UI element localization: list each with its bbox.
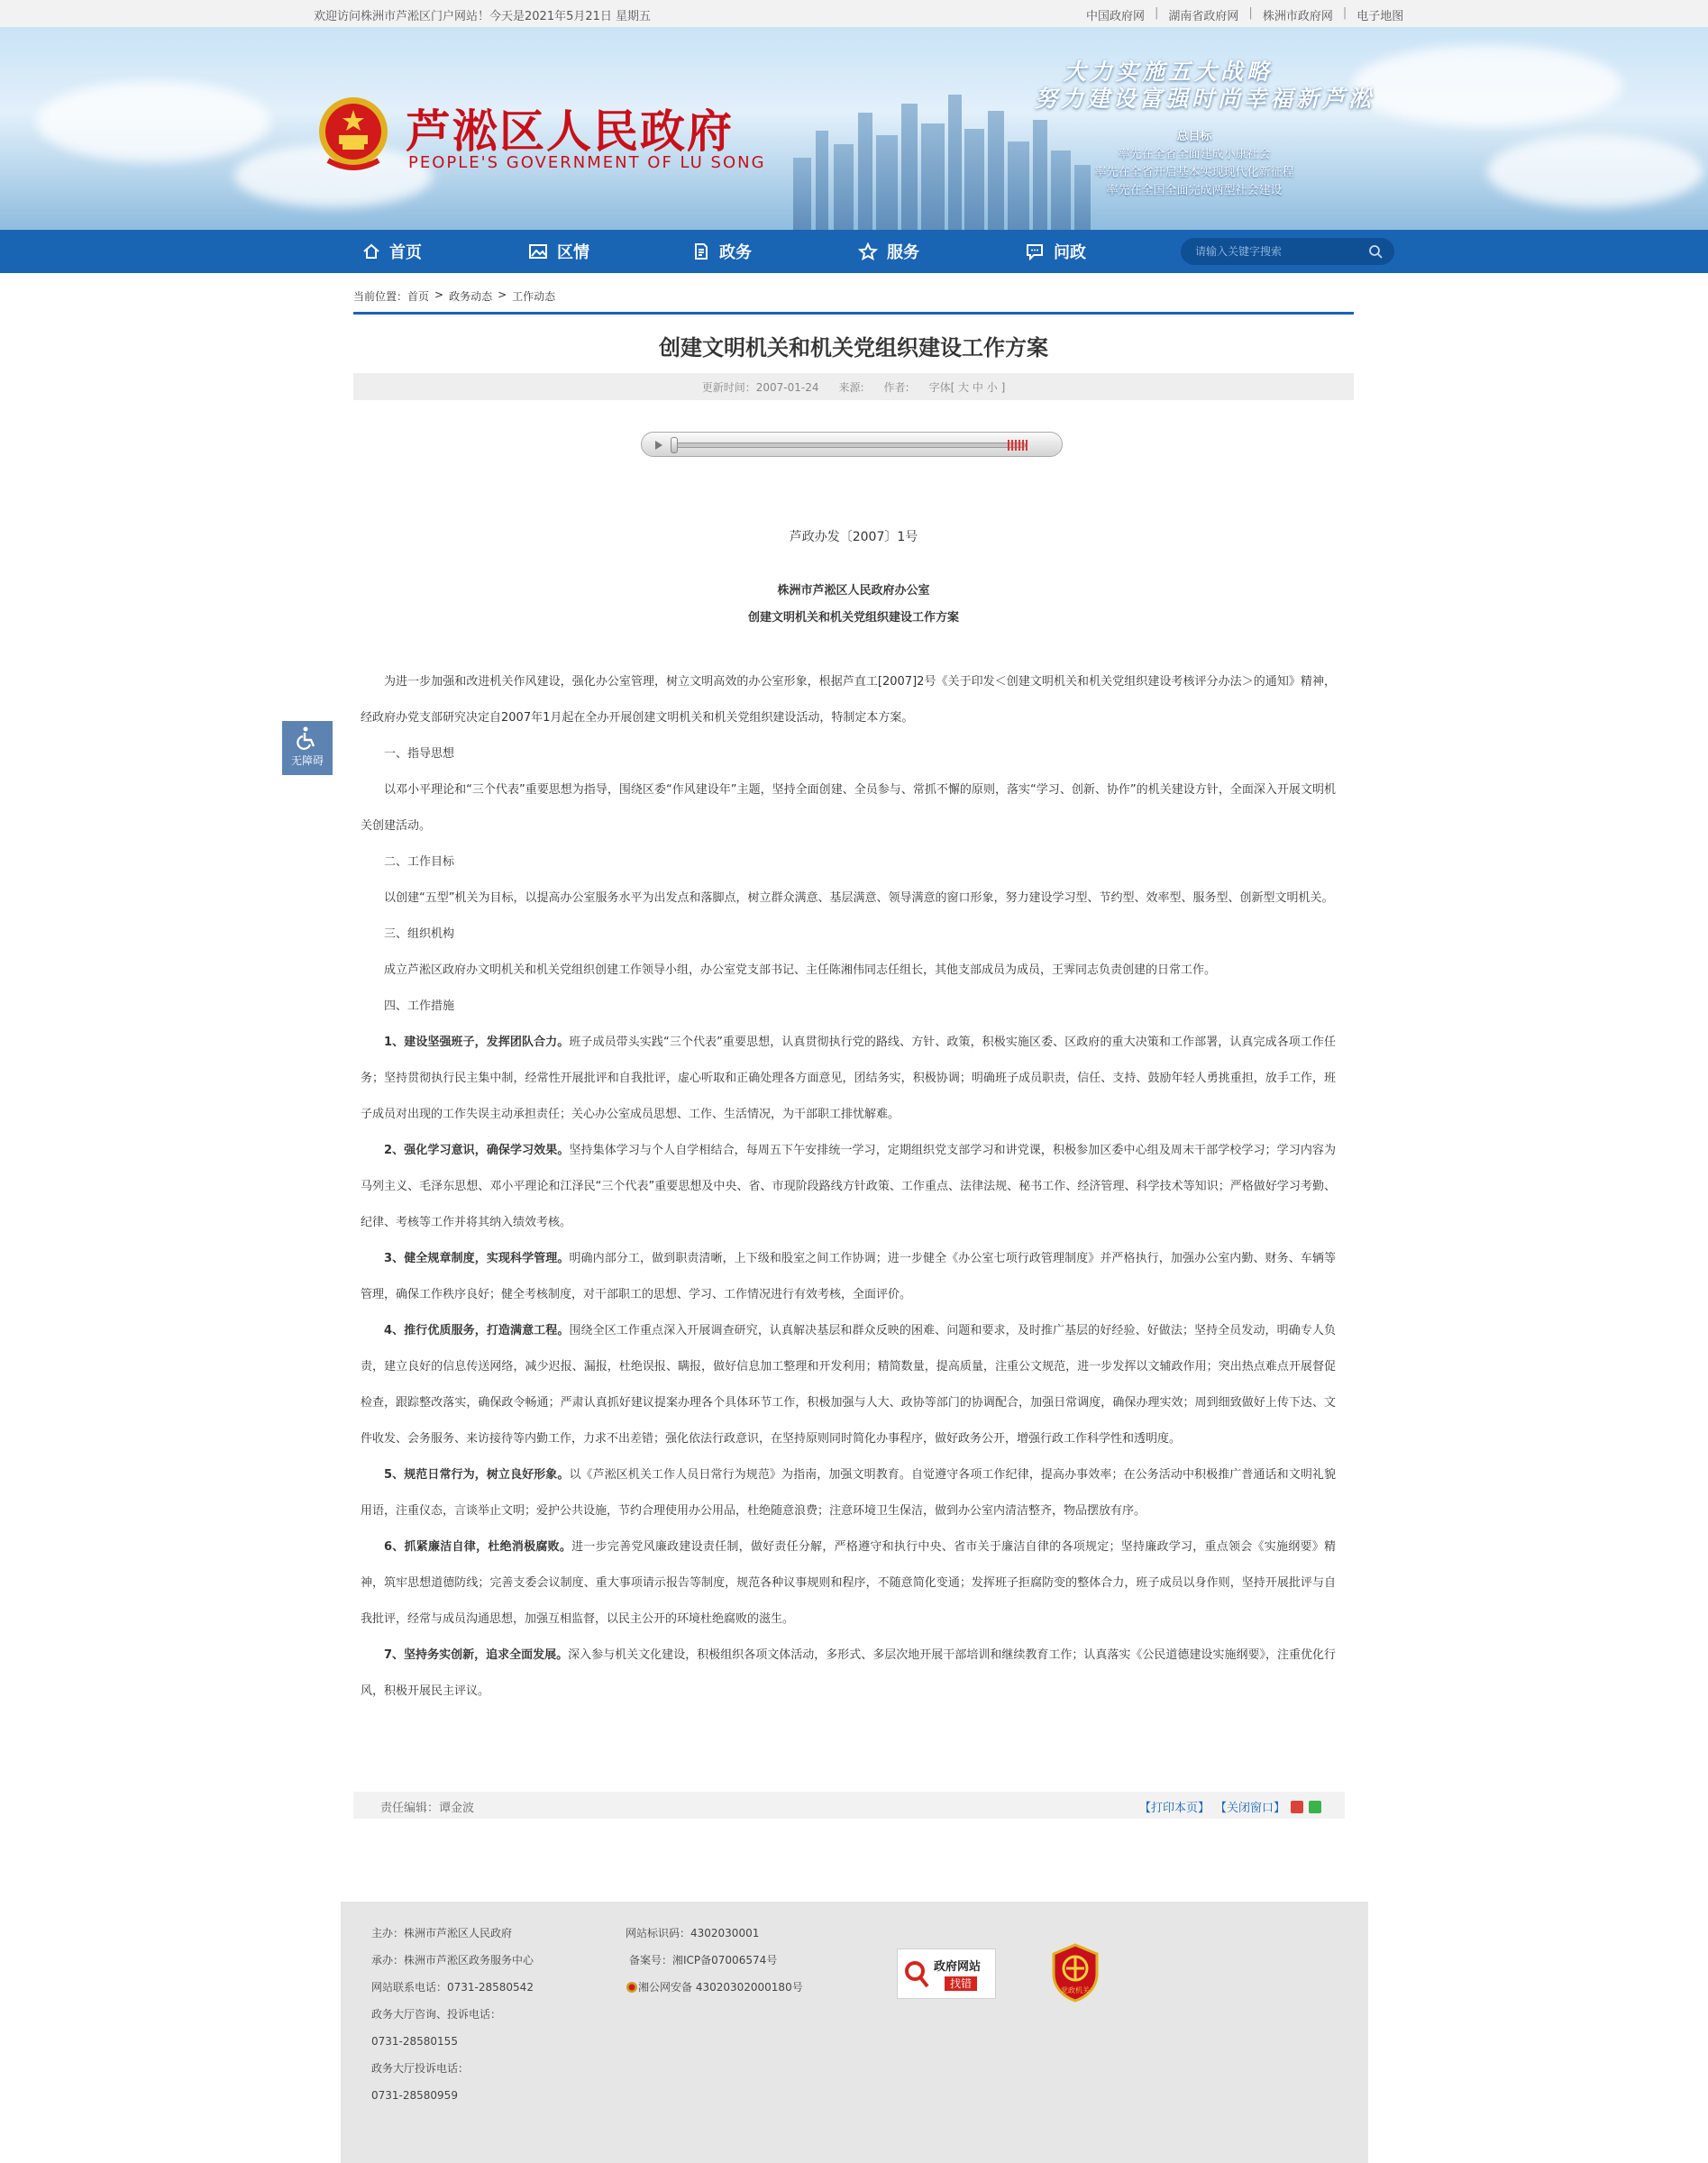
site-title[interactable]: 芦淞区人民政府 bbox=[406, 105, 734, 158]
national-emblem-icon bbox=[315, 92, 391, 175]
close-window-link[interactable]: 【关闭窗口】 bbox=[1214, 1802, 1285, 1815]
nav-government-affairs[interactable] bbox=[692, 230, 752, 273]
slogan-line-1: 大力实施五大战略 bbox=[1064, 59, 1274, 85]
badge-title: 政府网站 bbox=[934, 1960, 982, 1974]
measure-heading: 1、建设坚强班子，发挥团队合力。 bbox=[384, 1036, 570, 1049]
plan-title: 创建文明机关和机关党组织建设工作方案 bbox=[747, 611, 959, 625]
font-size-large[interactable]: 大 bbox=[958, 380, 970, 394]
accessibility-button[interactable] bbox=[282, 721, 333, 775]
article-meta-bar bbox=[353, 373, 1354, 400]
welcome-text: 欢迎访问株洲市芦淞区门户网站！今天是2021年5月21日 星期五 bbox=[314, 10, 652, 23]
section-heading bbox=[361, 844, 1336, 881]
party-organ-badge-text: 党政机关 bbox=[1061, 1986, 1090, 1994]
goal-item: 率先在全国全面完成两型社会建设 bbox=[1106, 184, 1283, 197]
city-skyline bbox=[834, 144, 854, 230]
link-e-map[interactable]: 电子地图 bbox=[1356, 10, 1404, 23]
footer-organizer: 承办：株洲市芦淞区政务服务中心 bbox=[371, 1954, 534, 1967]
site-subtitle: PEOPLE'S GOVERNMENT OF LU SONG bbox=[408, 153, 766, 172]
measure-heading: 6、抓紧廉洁自律，杜绝消极腐败。 bbox=[384, 1540, 572, 1554]
paragraph bbox=[361, 953, 1336, 989]
section-heading-text: 三、组织机构 bbox=[384, 927, 455, 941]
image-icon bbox=[528, 242, 548, 260]
goals-heading: 总目标 bbox=[1176, 130, 1212, 143]
city-skyline bbox=[858, 113, 872, 230]
city-skyline bbox=[901, 104, 918, 230]
link-separator: | bbox=[1155, 6, 1159, 20]
breadcrumb-label: 当前位置： bbox=[353, 290, 408, 303]
link-zhuzhou-gov[interactable]: 株洲市政府网 bbox=[1262, 10, 1333, 23]
city-skyline bbox=[816, 131, 828, 230]
document-icon bbox=[692, 242, 710, 260]
link-hunan-gov[interactable]: 湖南省政府网 bbox=[1168, 10, 1239, 23]
link-china-gov[interactable]: 中国政府网 bbox=[1086, 10, 1146, 23]
paragraph bbox=[361, 881, 1336, 917]
font-size-control bbox=[929, 379, 1006, 395]
top-bar bbox=[0, 0, 1708, 27]
footer-complaint-label: 政务大厅投诉电话： bbox=[371, 2062, 470, 2075]
goal-item: 率先在全省开启基本实现现代化新征程 bbox=[1094, 166, 1294, 179]
cloud-decoration bbox=[36, 81, 270, 162]
search-box bbox=[1181, 238, 1394, 265]
section-heading bbox=[361, 917, 1336, 953]
update-time bbox=[702, 379, 819, 395]
issuing-office: 株洲市芦淞区人民政府办公室 bbox=[777, 584, 930, 598]
measure-paragraph bbox=[361, 1241, 1336, 1313]
top-links bbox=[1086, 6, 1403, 23]
party-organ-badge-icon[interactable] bbox=[1050, 1943, 1101, 2003]
police-badge-icon bbox=[626, 1981, 638, 1994]
paragraph-text: 进一步完善党风廉政建设责任制，做好责任分解，严格遵守和执行中央、省市关于廉洁自律的各项规定；坚持廉政学习，重点领会《实施纲要》精神，筑牢思想道德防线；完善支委会议制度、重大事项请示报告等制度，规范各种议事规则和程序，不随意简化变通；发挥班子拒腐防变的整体合力，班子成员以身作则，坚持开展批评与自我批评，经常与成员沟通思想，加强互相监督，以民主公开的环境杜绝腐败的滋生。 bbox=[361, 1540, 1336, 1626]
audio-player bbox=[641, 432, 1063, 457]
breadcrumb-divider bbox=[353, 312, 1354, 315]
footer-info bbox=[371, 1920, 534, 2109]
measure-heading: 5、规范日常行为，树立良好形象。 bbox=[384, 1468, 570, 1482]
paragraph-text: 明确内部分工，做到职责清晰，上下级和股室之间工作协调；进一步健全《办公室七项行政管理制度》并严格执行，加强办公室内勤、财务、车辆等管理，确保工作秩序良好；健全考核制度，对干部职工的思想、学习、工作情况进行有效考核，全面评价。 bbox=[361, 1252, 1336, 1301]
breadcrumb-work-news[interactable]: 工作动态 bbox=[512, 290, 556, 303]
breadcrumb-home[interactable]: 首页 bbox=[407, 290, 430, 303]
cloud-decoration bbox=[1487, 135, 1703, 207]
nav-district-info[interactable] bbox=[528, 230, 589, 273]
goals-block bbox=[1077, 128, 1311, 200]
nav-services[interactable] bbox=[858, 230, 919, 273]
font-size-close-bracket: ] bbox=[1000, 380, 1006, 394]
font-size-medium[interactable]: 中 bbox=[972, 380, 983, 394]
footer-complaint-phone: 0731-28580959 bbox=[371, 2089, 458, 2102]
section-heading bbox=[361, 989, 1336, 1025]
main-nav bbox=[0, 230, 1708, 273]
paragraph-text: 围绕全区工作重点深入开展调查研究，认真解决基层和群众反映的困难、问题和要求，及时推广基层的好经验、好做法；坚持全员发动，明确专人负责，建立良好的信息传送网络，减少迟报、漏报，杜绝误报、瞒报，做好信息加工整理和开发利用；精简数量，提高质量，注重公文规范，进一步发挥以文辅政作用；突出热点难点开展督促检查，跟踪整改落实，确保政令畅通；严肃认真抓好建议提案办理各个具体环节工作，积极加强与人大、政协等部门的协调配合，加强日常调度，确保办理实效；周到细致做好上传下达、文件收发、会务服务、来访接待等内勤工作，力求不出差错；强化依法行政意识，在坚持原则同时简化办事程序，做好政务公开，增强行政工作科学性和透明度。 bbox=[361, 1324, 1336, 1446]
accessibility-label: 无障碍 bbox=[290, 754, 324, 767]
measure-paragraph bbox=[361, 1529, 1336, 1638]
paragraph-text: 以邓小平理论和“三个代表”重要思想为指导，围绕区委“作风建设年”主题，坚持全面创建、全员参与、常抓不懈的原则，落实“学习、创新、协作”的机关建设方针，全面深入开展文明机关创建活动。 bbox=[361, 783, 1336, 833]
site-code: 网站标识码：4302030001 bbox=[626, 1927, 760, 1939]
city-skyline bbox=[964, 129, 984, 230]
badge-subtitle: 找错 bbox=[945, 1976, 977, 1991]
breadcrumb-separator: > bbox=[434, 288, 444, 301]
measure-heading: 4、推行优质服务，打造满意工程。 bbox=[384, 1324, 570, 1337]
measure-paragraph bbox=[361, 1457, 1336, 1529]
cloud-decoration bbox=[1352, 45, 1622, 126]
wheelchair-icon bbox=[297, 726, 318, 750]
update-time-value: 2007-01-24 bbox=[755, 380, 819, 394]
police-record[interactable] bbox=[626, 1974, 803, 2001]
share-wechat-icon[interactable] bbox=[1309, 1801, 1321, 1813]
nav-home-label: 首页 bbox=[389, 243, 422, 262]
responsible-editor bbox=[380, 1798, 474, 1815]
gov-site-error-report-badge[interactable] bbox=[897, 1949, 996, 1999]
link-separator: | bbox=[1342, 6, 1347, 20]
editor-label: 责任编辑： bbox=[380, 1802, 440, 1815]
measure-paragraph bbox=[361, 1133, 1336, 1241]
city-skyline bbox=[793, 158, 811, 230]
page-actions bbox=[1139, 1798, 1321, 1815]
city-skyline bbox=[988, 111, 1004, 230]
volume-icon[interactable] bbox=[1008, 440, 1033, 451]
paragraph-text: 以创建“五型”机关为目标，以提高办公室服务水平为出发点和落脚点，树立群众满意、基层满意、领导满意的窗口形象，努力建设学习型、节约型、效率型、服务型、创新型文明机关。 bbox=[384, 891, 1334, 905]
police-record-text: 湘公网安备 43020302000180号 bbox=[638, 1981, 803, 1994]
audio-progress-track[interactable] bbox=[672, 443, 1026, 448]
audio-progress-handle[interactable] bbox=[671, 437, 678, 453]
breadcrumb-gov-news[interactable]: 政务动态 bbox=[449, 290, 493, 303]
paragraph-text: 成立芦淞区政府办文明机关和机关党组织创建工作领导小组，办公室党支部书记、主任陈湘伟同志任组长，其他支部成员为成员，王霁同志负责创建的日常工作。 bbox=[384, 963, 1217, 977]
print-page-link[interactable]: 【打印本页】 bbox=[1138, 1802, 1210, 1815]
search-icon[interactable] bbox=[1368, 244, 1383, 259]
nav-home[interactable] bbox=[362, 230, 422, 273]
section-heading bbox=[361, 736, 1336, 772]
paragraph-text: 班子成员带头实践“三个代表”重要思想，认真贯彻执行党的路线、方针、政策，积极实施区委、区政府的重大决策和工作部署，认真完成各项工作任务；坚持贯彻执行民主集中制，经常性开展批评和自我批评，虚心听取和正确处理各方面意见，团结务实，积极协调；明确班子成员职责，信任、支持、鼓励年轻人勇挑重担，放手工作，班子成员对出现的工作失误主动承担责任；关心办公室成员思想、工作、生活情况，为干部职工排忧解难。 bbox=[361, 1036, 1336, 1121]
footer bbox=[341, 1902, 1368, 2163]
editor-bar bbox=[353, 1792, 1345, 1819]
search-input[interactable] bbox=[1195, 243, 1357, 260]
document-number: 芦政办发〔2007〕1号 bbox=[789, 530, 918, 544]
chat-icon bbox=[1025, 242, 1045, 260]
footer-hall-phone: 0731-28580155 bbox=[371, 2035, 458, 2048]
nav-services-label: 服务 bbox=[887, 243, 919, 262]
section-heading-text: 二、工作目标 bbox=[384, 855, 455, 869]
breadcrumb-separator: > bbox=[498, 288, 507, 301]
link-separator: | bbox=[1248, 6, 1253, 20]
nav-government-affairs-label: 政务 bbox=[719, 243, 752, 262]
nav-public-inquiry-label: 问政 bbox=[1054, 243, 1086, 262]
article-title: 创建文明机关和机关党组织建设工作方案 bbox=[659, 335, 1048, 360]
paragraph-text: 坚持集体学习与个人自学相结合，每周五下午安排统一学习，定期组织党支部学习和讲党课，积极参加区委中心组及周末干部学校学习；学习内容为马列主义、毛泽东思想、邓小平理论和江泽民“三个代表”重要思想及中央、省、市现阶段路线方针政策、工作重点、法律法规、秘书工作、经济管理、科学技术等知识；严格做好学习考勤、纪律、考核等工作并将其纳入绩效考核。 bbox=[361, 1144, 1336, 1229]
author-label: 作者: bbox=[883, 380, 909, 394]
measure-paragraph bbox=[361, 1025, 1336, 1133]
home-icon bbox=[362, 242, 380, 260]
city-skyline bbox=[1051, 151, 1071, 230]
author bbox=[884, 379, 909, 395]
measure-paragraph bbox=[361, 1638, 1336, 1710]
goal-item: 率先在全省全面建成小康社会 bbox=[1118, 148, 1271, 161]
source-label: 来源: bbox=[838, 380, 864, 394]
nav-district-info-label: 区情 bbox=[557, 243, 589, 262]
city-skyline bbox=[948, 95, 962, 230]
source bbox=[838, 379, 863, 395]
measure-heading: 2、强化学习意识，确保学习效果。 bbox=[384, 1144, 570, 1157]
article-body bbox=[361, 664, 1336, 1710]
header-banner bbox=[0, 27, 1708, 230]
font-size-small[interactable]: 小 bbox=[986, 380, 998, 394]
city-skyline bbox=[1033, 120, 1047, 230]
measure-paragraph bbox=[361, 1313, 1336, 1457]
paragraph bbox=[361, 772, 1336, 844]
paragraph bbox=[361, 664, 1336, 736]
city-skyline bbox=[876, 135, 898, 230]
measure-heading: 3、健全规章制度，实现科学管理。 bbox=[384, 1252, 570, 1265]
paragraph-text: 为进一步加强和改进机关作风建设，强化办公室管理，树立文明高效的办公室形象，根据芦直工[2007]2号《关于印发＜创建文明机关和机关党组织建设考核评分办法＞的通知》精神，经政府办党支部研究决定自2007年1月起在全办开展创建文明机关和机关党组织建设活动，特制定本方案。 bbox=[361, 675, 1336, 725]
footer-contact-phone: 网站联系电话：0731-28580542 bbox=[371, 1981, 534, 1994]
breadcrumb bbox=[353, 288, 555, 304]
play-icon[interactable] bbox=[651, 438, 665, 452]
slogan-line-2: 努力建设富强时尚幸福新芦淞 bbox=[1035, 86, 1375, 112]
footer-hall-label: 政务大厅咨询、投诉电话： bbox=[371, 2008, 502, 2021]
measure-heading: 7、坚持务实创新，追求全面发展。 bbox=[384, 1648, 569, 1662]
section-heading-text: 四、工作措施 bbox=[384, 999, 455, 1013]
nav-public-inquiry[interactable] bbox=[1025, 230, 1086, 273]
footer-host: 主办：株洲市芦淞区人民政府 bbox=[371, 1927, 513, 1939]
paragraph-text: 以《芦淞区机关工作人员日常行为规范》为指南，加强文明教育。自觉遵守各项工作纪律，提高办事效率；在公务活动中积极推广普通话和文明礼貌用语，注重仪态，言谈举止文明；爱护公共设施，节约合理使用办公用品，杜绝随意浪费；注意环境卫生保洁，做到办公室内清洁整齐，物品摆放有序。 bbox=[361, 1468, 1336, 1518]
font-size-label: 字体[ bbox=[928, 380, 955, 394]
editor-name: 谭金波 bbox=[439, 1802, 475, 1815]
city-skyline bbox=[1008, 141, 1029, 230]
section-heading-text: 一、指导思想 bbox=[384, 747, 455, 761]
share-weibo-icon[interactable] bbox=[1291, 1801, 1303, 1813]
footer-registration bbox=[626, 1920, 803, 2001]
magnifier-icon bbox=[903, 1958, 930, 1991]
paragraph-text: 深入参与机关文化建设，积极组织各项文体活动，多形式、多层次地开展干部培训和继续教育工作；认真落实《公民道德建设实施纲要》，注重优化行风，积极开展民主评议。 bbox=[361, 1648, 1336, 1698]
city-skyline bbox=[921, 123, 945, 230]
star-icon bbox=[858, 242, 878, 260]
icp-number[interactable]: 备案号：湘ICP备07006574号 bbox=[629, 1954, 778, 1967]
update-time-label: 更新时间： bbox=[701, 380, 756, 394]
